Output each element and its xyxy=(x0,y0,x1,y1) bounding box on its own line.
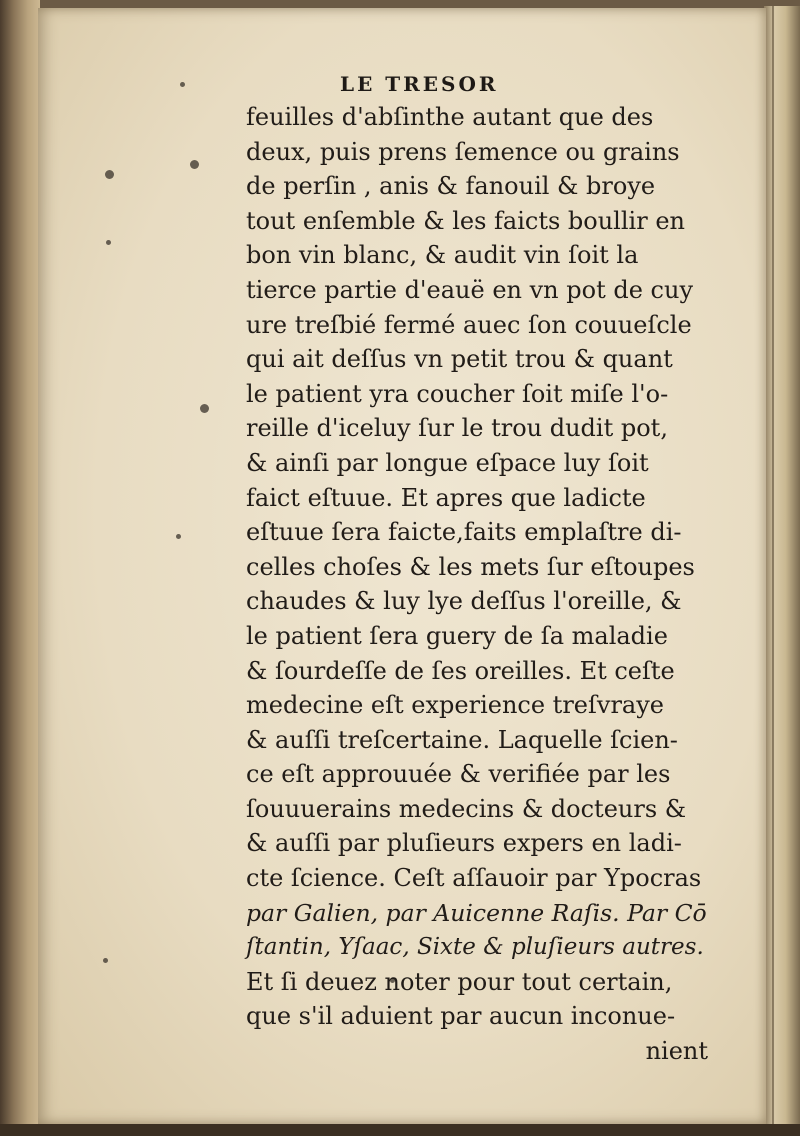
text-line: & ſourdeſſe de ſes oreilles. Et ceſte xyxy=(246,656,675,685)
page-edge-line xyxy=(772,6,774,1130)
text-line: bon vin blanc, & audit vin ſoit la xyxy=(246,241,639,270)
book-spine-left xyxy=(0,0,40,1136)
ink-speck xyxy=(103,958,108,963)
ink-speck xyxy=(180,82,185,87)
text-line: ure treſbié fermé auec ſon couueſcle xyxy=(246,310,692,339)
text-line: ſouuuerains medecins & docteurs & xyxy=(246,794,687,823)
page-body-text xyxy=(246,100,708,1069)
text-line-italic: ſtantin, Yſaac, Sixte & pluſieurs autres. xyxy=(246,934,704,961)
text-line: chaudes & luy lye deſſus l'oreille, & xyxy=(246,587,682,616)
text-line: qui ait deſſus vn petit trou & quant xyxy=(246,345,673,374)
text-line: celles choſes & les mets ſur eſtoupes xyxy=(246,552,695,581)
text-line: faict eſtuue. Et apres que ladicte xyxy=(246,483,646,512)
catchword: nient xyxy=(645,1037,708,1066)
ink-speck xyxy=(106,240,111,245)
book-bottom-edge xyxy=(0,1124,800,1136)
text-line: feuilles d'abſinthe autant que des xyxy=(246,103,654,131)
text-line: & auſſi treſcertaine. Laquelle ſcien- xyxy=(246,725,678,754)
page-edge-right xyxy=(764,6,800,1130)
text-line: deux, puis prens ſemence ou grains xyxy=(246,137,680,166)
text-line: reille d'iceluy ſur le trou dudit pot, xyxy=(246,414,668,443)
text-line: medecine eſt experience treſvraye xyxy=(246,691,664,720)
text-line: le patient ſera guery de ſa maladie xyxy=(246,621,668,650)
text-line: cte ſcience. Ceſt aſſauoir par Ypocras xyxy=(246,864,702,893)
text-line: Et ſi deuez noter pour tout certain, xyxy=(246,967,673,996)
text-line: que s'il aduient par aucun inconue- xyxy=(246,1002,676,1031)
text-line: tierce partie d'eauë en vn pot de cuy xyxy=(246,275,693,304)
text-line: le patient yra coucher ſoit miſe l'o- xyxy=(246,379,669,408)
text-line: eſtuue ſera faicte,faits emplaſtre di- xyxy=(246,518,682,547)
text-line: & ainſi par longue eſpace luy ſoit xyxy=(246,448,649,477)
text-line: de perſin , anis & fanouil & broye xyxy=(246,172,656,201)
ink-speck xyxy=(200,404,209,413)
running-title: LE TRESOR xyxy=(340,72,499,96)
ink-speck xyxy=(190,160,199,169)
text-line: & auſſi par pluſieurs expers en ladi- xyxy=(246,829,682,858)
text-line-italic: par Galien, par Auicenne Raſis. Par Cō xyxy=(246,898,707,927)
text-line: tout enſemble & les faicts boullir en xyxy=(246,206,685,235)
ink-speck xyxy=(176,534,181,539)
ink-speck xyxy=(105,170,114,179)
text-line: ce eſt approuuée & verifiée par les xyxy=(246,760,671,789)
